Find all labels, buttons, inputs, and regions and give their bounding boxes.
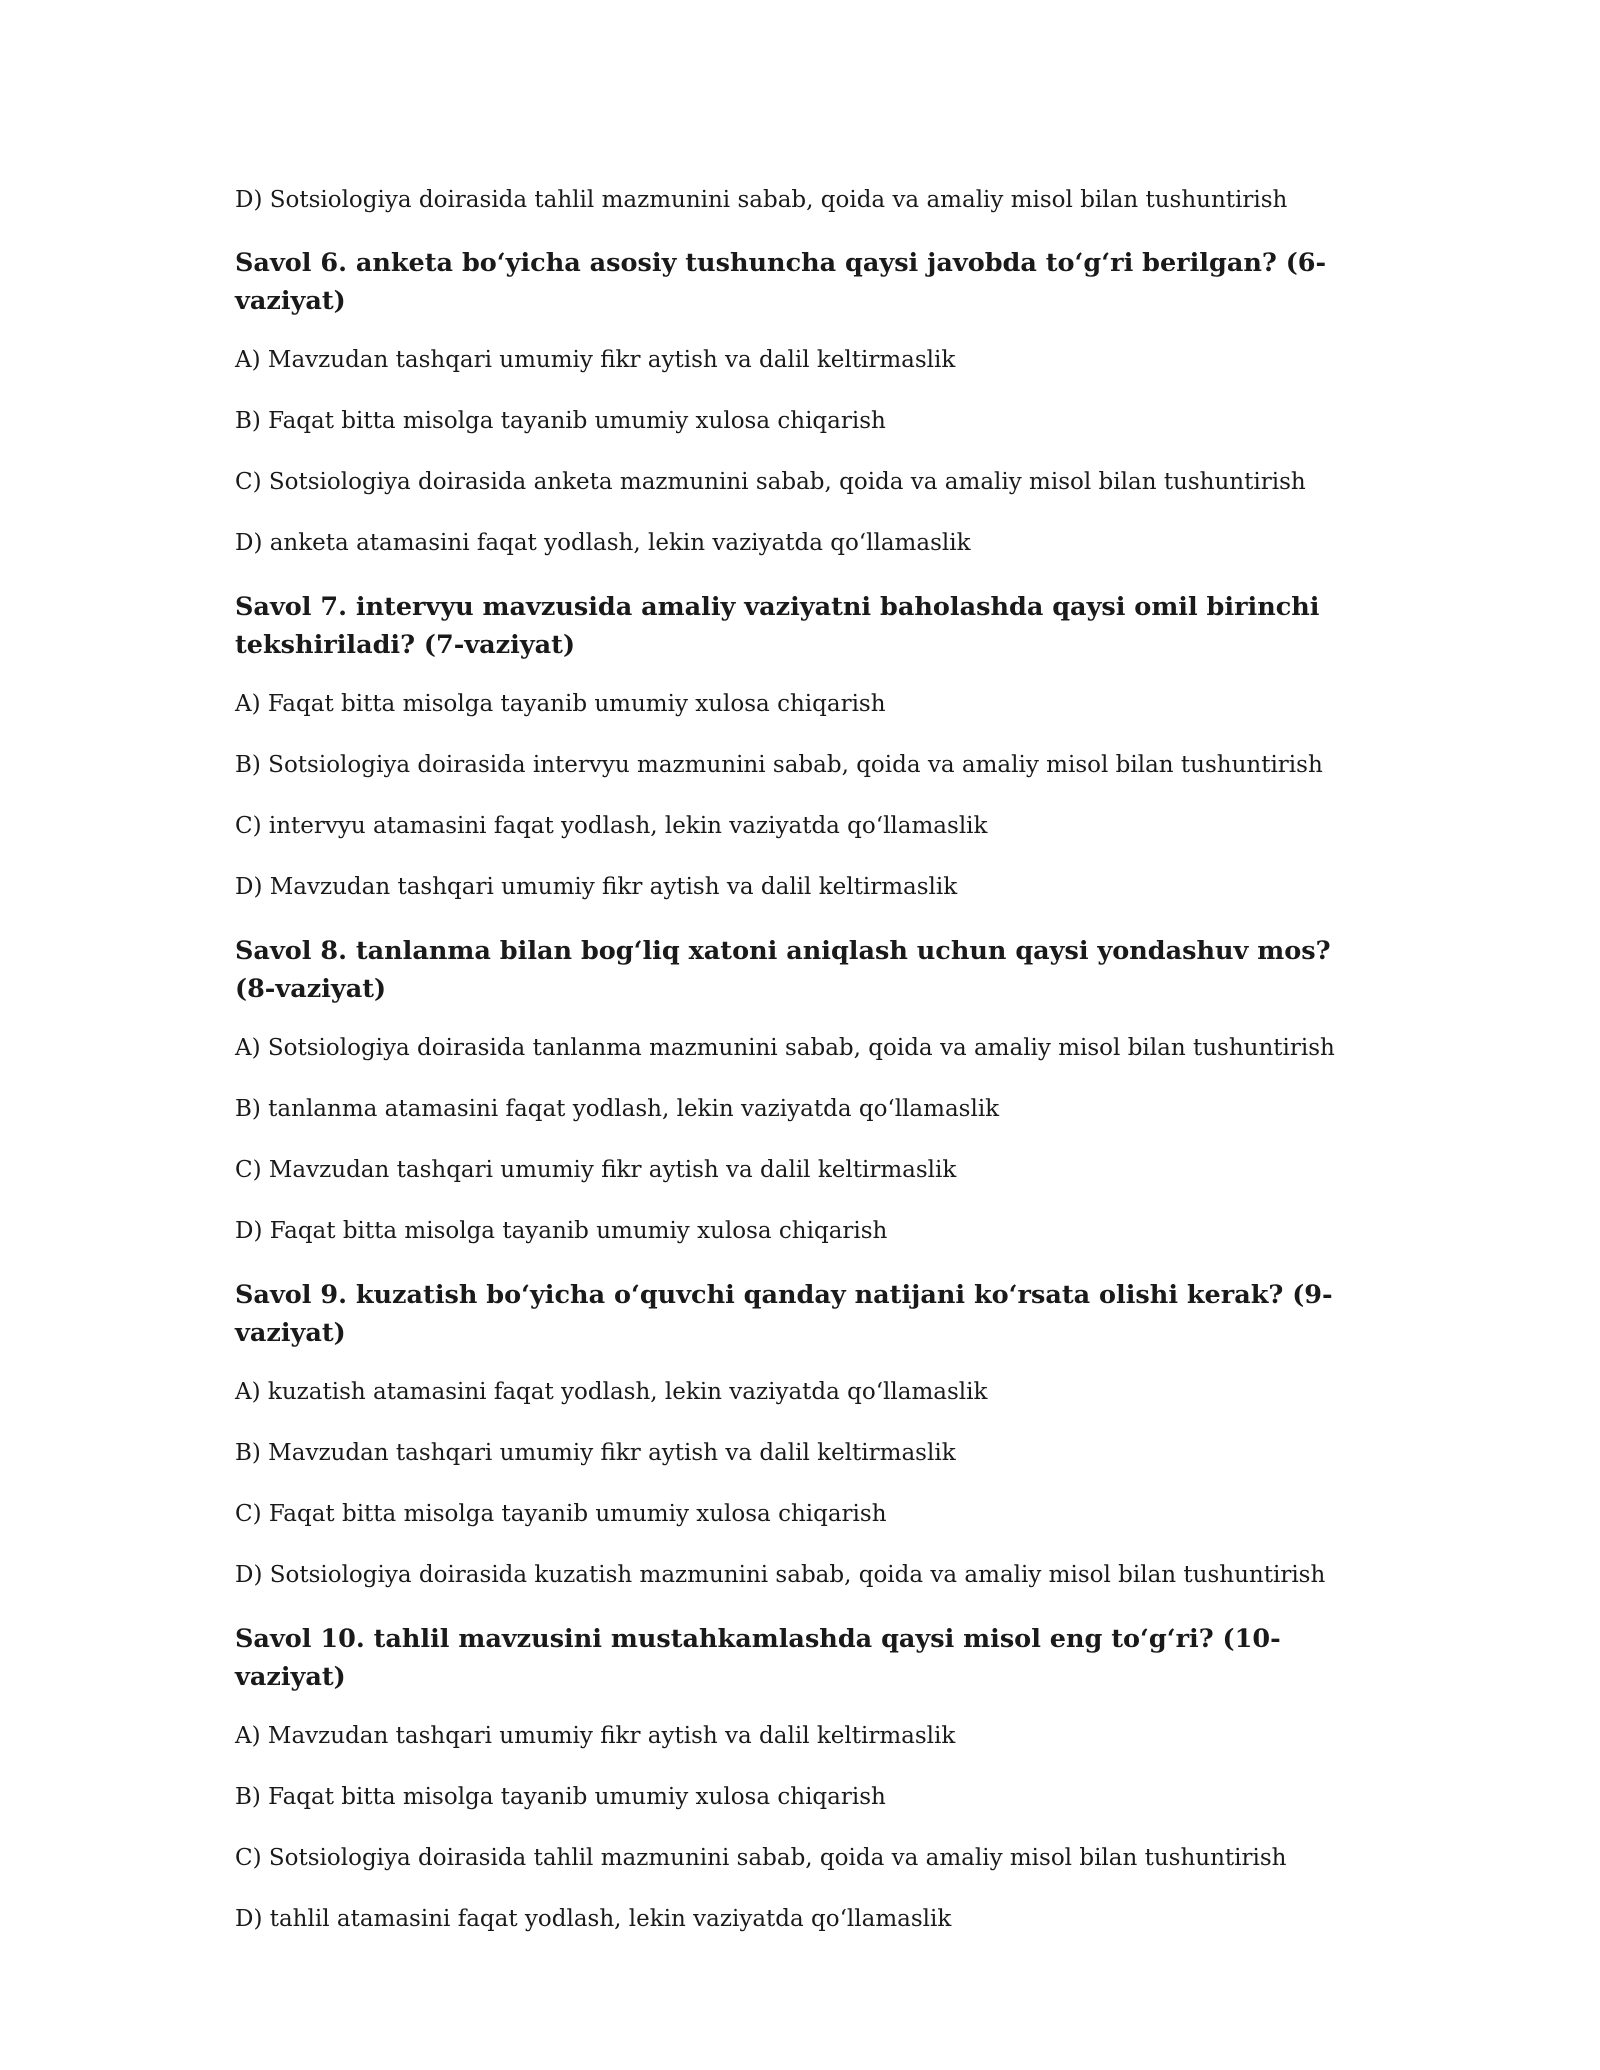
question-block <box>235 932 1365 1247</box>
question-block <box>235 588 1365 903</box>
answer-option-a: A) kuzatish atamasini faqat yodlash, lekin vaziyatda qo‘llamaslik <box>235 1379 988 1405</box>
question-title: Savol 8. tanlanma bilan bog‘liq xatoni aniqlash uchun qaysi yondashuv mos? (8-vaziyat) <box>235 936 1331 1004</box>
answer-option-b: B) Mavzudan tashqari umumiy fikr aytish va dalil keltirmaslik <box>235 1440 956 1466</box>
answer-option-c: C) Faqat bitta misolga tayanib umumiy xulosa chiqarish <box>235 1501 887 1527</box>
answer-option-d: D) tahlil atamasini faqat yodlash, lekin vaziyatda qo‘llamaslik <box>235 1906 952 1932</box>
document-page <box>235 184 1365 1964</box>
answer-option-a: A) Mavzudan tashqari umumiy fikr aytish va dalil keltirmaslik <box>235 347 956 373</box>
lead-option: D) Sotsiologiya doirasida tahlil mazmunini sabab, qoida va amaliy misol bilan tushuntirish <box>235 187 1288 213</box>
question-title: Savol 6. anketa bo‘yicha asosiy tushuncha qaysi javobda to‘g‘ri berilgan? (6-vaziyat) <box>235 248 1327 316</box>
answer-option-b: B) Sotsiologiya doirasida intervyu mazmunini sabab, qoida va amaliy misol bilan tushuntirish <box>235 752 1323 778</box>
question-block <box>235 244 1365 559</box>
answer-option-a: A) Sotsiologiya doirasida tanlanma mazmunini sabab, qoida va amaliy misol bilan tushuntirish <box>235 1035 1335 1061</box>
answer-option-b: B) tanlanma atamasini faqat yodlash, lekin vaziyatda qo‘llamaslik <box>235 1096 1000 1122</box>
answer-option-a: A) Faqat bitta misolga tayanib umumiy xulosa chiqarish <box>235 691 886 717</box>
answer-option-d: D) anketa atamasini faqat yodlash, lekin vaziyatda qo‘llamaslik <box>235 530 971 556</box>
answer-option-d: D) Sotsiologiya doirasida kuzatish mazmunini sabab, qoida va amaliy misol bilan tushuntirish <box>235 1562 1326 1588</box>
answer-option-a: A) Mavzudan tashqari umumiy fikr aytish va dalil keltirmaslik <box>235 1723 956 1749</box>
answer-option-b: B) Faqat bitta misolga tayanib umumiy xulosa chiqarish <box>235 408 886 434</box>
answer-option-d: D) Faqat bitta misolga tayanib umumiy xulosa chiqarish <box>235 1218 888 1244</box>
answer-option-b: B) Faqat bitta misolga tayanib umumiy xulosa chiqarish <box>235 1784 886 1810</box>
question-block <box>235 1620 1365 1935</box>
answer-option-c: C) Mavzudan tashqari umumiy fikr aytish va dalil keltirmaslik <box>235 1157 957 1183</box>
question-title: Savol 9. kuzatish bo‘yicha o‘quvchi qanday natijani ko‘rsata olishi kerak? (9-vaziyat) <box>235 1280 1333 1348</box>
question-title: Savol 7. intervyu mavzusida amaliy vaziyatni baholashda qaysi omil birinchi tekshiriladi? (7-vaziyat) <box>235 592 1320 660</box>
answer-option-d: D) Mavzudan tashqari umumiy fikr aytish va dalil keltirmaslik <box>235 874 958 900</box>
answer-option-c: C) intervyu atamasini faqat yodlash, lekin vaziyatda qo‘llamaslik <box>235 813 988 839</box>
answer-option-c: C) Sotsiologiya doirasida tahlil mazmunini sabab, qoida va amaliy misol bilan tushuntirish <box>235 1845 1287 1871</box>
answer-option-c: C) Sotsiologiya doirasida anketa mazmunini sabab, qoida va amaliy misol bilan tushuntirish <box>235 469 1306 495</box>
question-title: Savol 10. tahlil mavzusini mustahkamlashda qaysi misol eng to‘g‘ri? (10-vaziyat) <box>235 1624 1281 1692</box>
question-block <box>235 1276 1365 1591</box>
